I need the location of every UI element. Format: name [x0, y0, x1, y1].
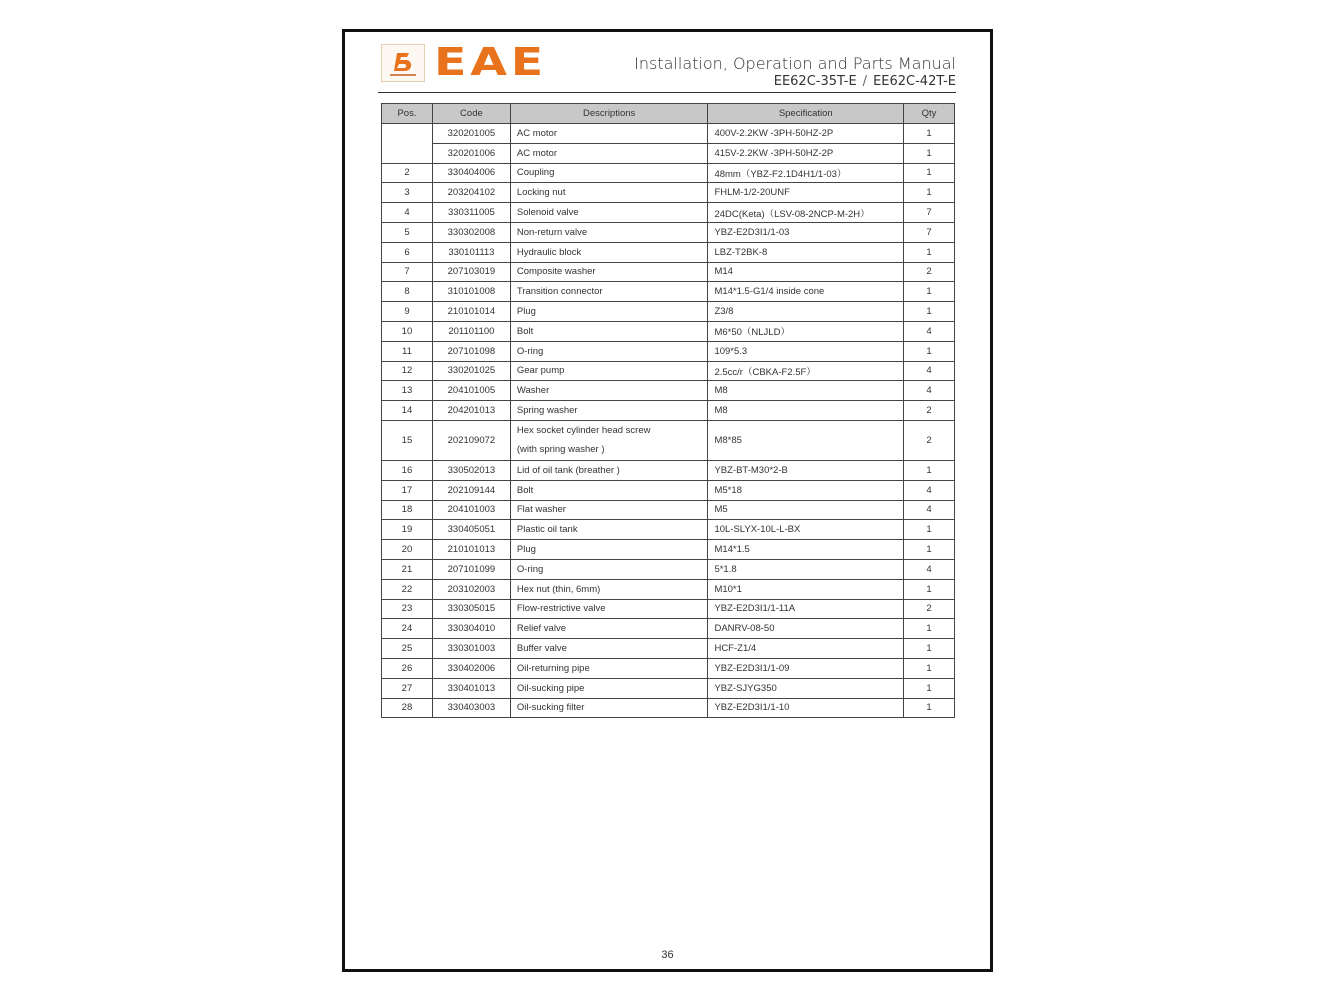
- cell-pos: 10: [382, 321, 433, 341]
- model-number: EE62C-35T-E: [773, 74, 857, 89]
- cell-qty: 4: [904, 381, 955, 401]
- cell-description: Hydraulic block: [510, 242, 708, 262]
- cell-description: Oil-sucking pipe: [510, 678, 708, 698]
- cell-specification: M8: [708, 401, 904, 421]
- cell-pos: 20: [382, 540, 433, 560]
- cell-specification: M14: [708, 262, 904, 282]
- table-row: [382, 282, 955, 302]
- cell-specification: 24DC(Keta)（LSV-08-2NCP-M-2H）: [708, 203, 904, 223]
- cell-pos: 3: [382, 183, 433, 203]
- cell-code: 330304010: [432, 619, 510, 639]
- description-line: Hex socket cylinder head screw: [516, 425, 651, 437]
- cell-pos: 18: [382, 500, 433, 520]
- cell-code: 210101014: [432, 302, 510, 322]
- page-number: 36: [661, 949, 674, 961]
- table-row: [382, 381, 955, 401]
- cell-code: 330301003: [432, 639, 510, 659]
- cell-description: Gear pump: [510, 361, 708, 381]
- parts-table: [381, 103, 955, 718]
- cell-pos: [382, 124, 433, 164]
- cell-pos: 17: [382, 480, 433, 500]
- cell-specification: M10*1: [708, 579, 904, 599]
- column-header-pos: Pos.: [382, 104, 433, 124]
- cell-qty: 1: [904, 124, 955, 144]
- table-row: [382, 361, 955, 381]
- cell-qty: 4: [904, 361, 955, 381]
- table-row: [382, 678, 955, 698]
- cell-code: 202109072: [432, 420, 510, 460]
- description-line: (with spring washer ): [516, 444, 605, 456]
- cell-description: Plastic oil tank: [510, 520, 708, 540]
- cell-pos: 24: [382, 619, 433, 639]
- cell-qty: 4: [904, 321, 955, 341]
- cell-qty: 7: [904, 203, 955, 223]
- cell-description: Plug: [510, 302, 708, 322]
- cell-qty: 1: [904, 540, 955, 560]
- cell-code: 310101008: [432, 282, 510, 302]
- model-number: EE62C-42T-E: [873, 74, 956, 89]
- cell-pos: 15: [382, 420, 433, 460]
- manual-page: [342, 29, 993, 972]
- cell-code: 207101099: [432, 559, 510, 579]
- cell-description: Lid of oil tank (breather ): [510, 460, 708, 480]
- cell-pos: 12: [382, 361, 433, 381]
- table-row: [382, 124, 955, 144]
- cell-qty: 1: [904, 341, 955, 361]
- cell-description: Transition connector: [510, 282, 708, 302]
- cell-qty: 4: [904, 480, 955, 500]
- cell-specification: YBZ-E2D3I1/1-09: [708, 658, 904, 678]
- cell-description: Solenoid valve: [510, 203, 708, 223]
- table-row: [382, 460, 955, 480]
- cell-code: 330404006: [432, 163, 510, 183]
- cell-specification: 400V-2.2KW -3PH-50HZ-2P: [708, 124, 904, 144]
- cell-code: 207103019: [432, 262, 510, 282]
- table-row: [382, 262, 955, 282]
- cell-pos: 28: [382, 698, 433, 718]
- cell-description: Flat washer: [510, 500, 708, 520]
- cell-pos: 6: [382, 242, 433, 262]
- cell-code: 330305015: [432, 599, 510, 619]
- cell-specification: M5: [708, 500, 904, 520]
- cell-pos: 14: [382, 401, 433, 421]
- cell-code: 204201013: [432, 401, 510, 421]
- table-header-row: [382, 104, 955, 124]
- table-row: [382, 420, 955, 460]
- cell-description: AC motor: [510, 143, 708, 163]
- table-row: [382, 183, 955, 203]
- cell-description: Spring washer: [510, 401, 708, 421]
- model-separator: /: [862, 74, 868, 89]
- table-row: [382, 698, 955, 718]
- cell-specification: YBZ-SJYG350: [708, 678, 904, 698]
- cell-specification: HCF-Z1/4: [708, 639, 904, 659]
- cell-description: Non-return valve: [510, 222, 708, 242]
- cell-pos: 2: [382, 163, 433, 183]
- cell-pos: 9: [382, 302, 433, 322]
- cell-description: Washer: [510, 381, 708, 401]
- cell-description: Locking nut: [510, 183, 708, 203]
- cell-pos: 26: [382, 658, 433, 678]
- cell-code: 330101113: [432, 242, 510, 262]
- table-row: [382, 579, 955, 599]
- cell-pos: 13: [382, 381, 433, 401]
- cell-code: 330405051: [432, 520, 510, 540]
- cell-description: Coupling: [510, 163, 708, 183]
- cell-specification: 5*1.8: [708, 559, 904, 579]
- column-header-specification: Specification: [708, 104, 904, 124]
- table-row: [382, 401, 955, 421]
- table-row: [382, 658, 955, 678]
- cell-pos: 11: [382, 341, 433, 361]
- table-row: [382, 203, 955, 223]
- cell-code: 330502013: [432, 460, 510, 480]
- cell-pos: 21: [382, 559, 433, 579]
- cell-qty: 1: [904, 658, 955, 678]
- cell-specification: M5*18: [708, 480, 904, 500]
- cell-code: 204101003: [432, 500, 510, 520]
- cell-qty: 2: [904, 420, 955, 460]
- table-row: [382, 639, 955, 659]
- cell-specification: YBZ-E2D3I1/1-03: [708, 222, 904, 242]
- cell-code: 330403003: [432, 698, 510, 718]
- cell-description: O-ring: [510, 559, 708, 579]
- column-header-descriptions: Descriptions: [510, 104, 708, 124]
- cell-specification: 415V-2.2KW -3PH-50HZ-2P: [708, 143, 904, 163]
- cell-code: 320201006: [432, 143, 510, 163]
- cell-qty: 1: [904, 163, 955, 183]
- cell-description: Composite washer: [510, 262, 708, 282]
- cell-code: 330401013: [432, 678, 510, 698]
- cell-code: 210101013: [432, 540, 510, 560]
- cell-pos: 22: [382, 579, 433, 599]
- cell-code: 330302008: [432, 222, 510, 242]
- cell-qty: 4: [904, 559, 955, 579]
- cell-description: Hex nut (thin, 6mm): [510, 579, 708, 599]
- cell-specification: YBZ-E2D3I1/1-10: [708, 698, 904, 718]
- cell-code: 330201025: [432, 361, 510, 381]
- cell-qty: 7: [904, 222, 955, 242]
- cell-specification: 2.5cc/r（CBKA-F2.5F）: [708, 361, 904, 381]
- cell-specification: M6*50（NLJLD）: [708, 321, 904, 341]
- cell-description: Bolt: [510, 321, 708, 341]
- cell-specification: M8: [708, 381, 904, 401]
- cell-qty: 1: [904, 143, 955, 163]
- header-divider: [378, 92, 956, 93]
- cell-qty: 1: [904, 242, 955, 262]
- cell-pos: 23: [382, 599, 433, 619]
- cell-qty: 2: [904, 262, 955, 282]
- cell-pos: 7: [382, 262, 433, 282]
- cell-qty: 1: [904, 619, 955, 639]
- cell-pos: 5: [382, 222, 433, 242]
- table-row: [382, 163, 955, 183]
- cell-qty: 1: [904, 678, 955, 698]
- table-row: [382, 480, 955, 500]
- cell-qty: 1: [904, 282, 955, 302]
- table-row: [382, 540, 955, 560]
- cell-qty: 1: [904, 639, 955, 659]
- cell-pos: 4: [382, 203, 433, 223]
- cell-specification: 109*5.3: [708, 341, 904, 361]
- cell-code: 204101005: [432, 381, 510, 401]
- cell-qty: 1: [904, 183, 955, 203]
- cell-specification: LBZ-T2BK-8: [708, 242, 904, 262]
- cell-pos: 27: [382, 678, 433, 698]
- table-row: [382, 599, 955, 619]
- cell-qty: 2: [904, 401, 955, 421]
- cell-code: 201101100: [432, 321, 510, 341]
- cell-specification: 48mm（YBZ-F2.1D4H1/1-03）: [708, 163, 904, 183]
- table-row: [382, 619, 955, 639]
- model-numbers: [774, 74, 956, 89]
- cell-description: AC motor: [510, 124, 708, 144]
- table-row: [382, 321, 955, 341]
- cell-specification: YBZ-BT-M30*2-B: [708, 460, 904, 480]
- table-row: [382, 242, 955, 262]
- cell-description: Buffer valve: [510, 639, 708, 659]
- cell-specification: M14*1.5-G1/4 inside cone: [708, 282, 904, 302]
- cell-pos: 25: [382, 639, 433, 659]
- column-header-code: Code: [432, 104, 510, 124]
- cell-code: 202109144: [432, 480, 510, 500]
- cell-specification: DANRV-08-50: [708, 619, 904, 639]
- cell-pos: 16: [382, 460, 433, 480]
- cell-code: 320201005: [432, 124, 510, 144]
- table-row: [382, 559, 955, 579]
- cell-specification: M14*1.5: [708, 540, 904, 560]
- cell-qty: 1: [904, 302, 955, 322]
- cell-qty: 1: [904, 460, 955, 480]
- cell-description: [510, 420, 708, 460]
- cell-qty: 4: [904, 500, 955, 520]
- cell-specification: 10L-SLYX-10L-L-BX: [708, 520, 904, 540]
- table-row: [382, 520, 955, 540]
- cell-description: Bolt: [510, 480, 708, 500]
- table-row: [382, 143, 955, 163]
- cell-specification: M8*85: [708, 420, 904, 460]
- cell-specification: Z3/8: [708, 302, 904, 322]
- cell-code: 330311005: [432, 203, 510, 223]
- eae-logo-icon: [381, 44, 425, 82]
- table-row: [382, 500, 955, 520]
- cell-qty: 1: [904, 520, 955, 540]
- cell-specification: YBZ-E2D3I1/1-11A: [708, 599, 904, 619]
- cell-description: Oil-sucking filter: [510, 698, 708, 718]
- cell-description: Oil-returning pipe: [510, 658, 708, 678]
- cell-description: Flow-restrictive valve: [510, 599, 708, 619]
- table-row: [382, 341, 955, 361]
- table-row: [382, 302, 955, 322]
- cell-code: 203102003: [432, 579, 510, 599]
- brand-wordmark: EAE: [434, 40, 547, 84]
- cell-qty: 2: [904, 599, 955, 619]
- cell-qty: 1: [904, 579, 955, 599]
- cell-pos: 8: [382, 282, 433, 302]
- cell-code: 207101098: [432, 341, 510, 361]
- cell-specification: FHLM-1/2-20UNF: [708, 183, 904, 203]
- cell-pos: 19: [382, 520, 433, 540]
- cell-description: Plug: [510, 540, 708, 560]
- cell-code: 203204102: [432, 183, 510, 203]
- cell-description: O-ring: [510, 341, 708, 361]
- cell-code: 330402006: [432, 658, 510, 678]
- table-row: [382, 222, 955, 242]
- column-header-qty: Qty: [904, 104, 955, 124]
- parts-table-body: [382, 124, 955, 718]
- cell-qty: 1: [904, 698, 955, 718]
- manual-title: Installation, Operation and Parts Manual: [634, 54, 956, 73]
- cell-description: Relief valve: [510, 619, 708, 639]
